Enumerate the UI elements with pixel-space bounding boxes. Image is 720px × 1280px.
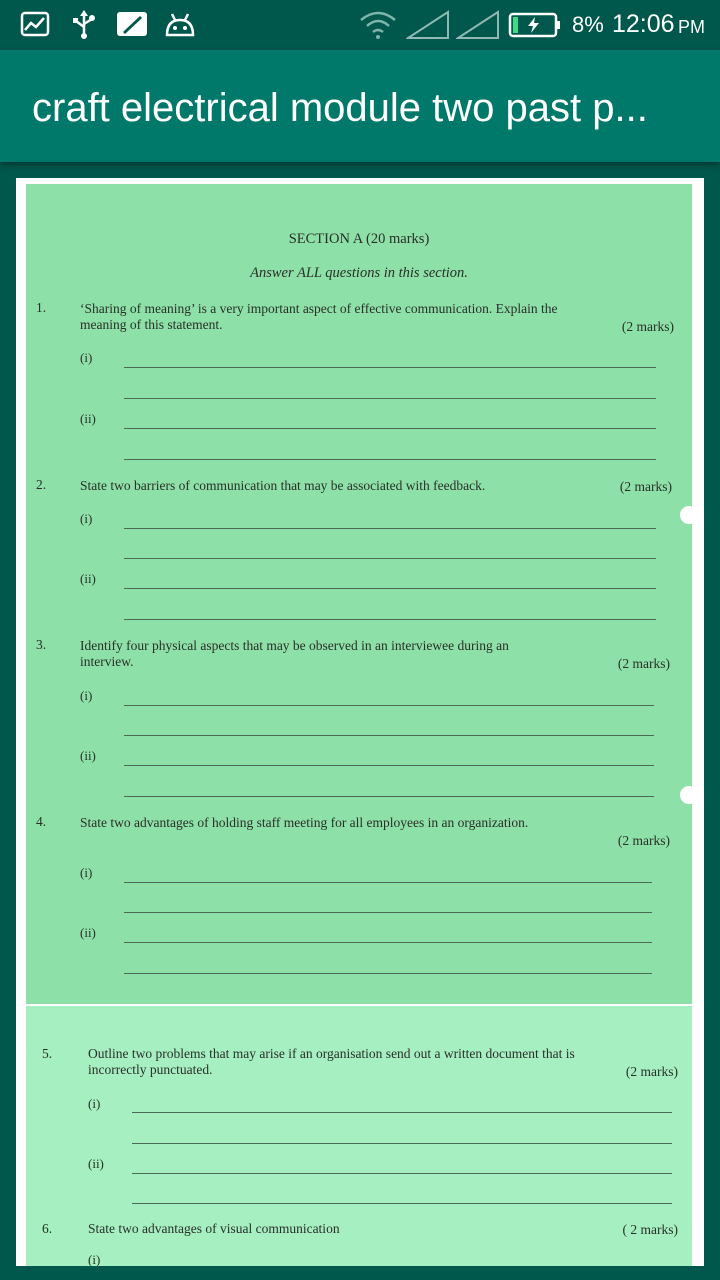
clock-time: 12:06 (612, 10, 675, 38)
question-marks: (2 marks) (617, 656, 670, 671)
signal-sim1-icon (406, 10, 450, 45)
answer-line (132, 1173, 672, 1174)
answer-line (124, 528, 656, 529)
answer-line (132, 1203, 672, 1204)
question-marks: (2 marks) (621, 319, 674, 334)
question-text-line2: interview. (80, 654, 134, 669)
answer-line (124, 765, 654, 766)
answer-label-i: (i) (88, 1096, 101, 1111)
answer-line (124, 398, 656, 399)
section-instruction: Answer ALL questions in this section. (250, 265, 468, 281)
answer-line (124, 973, 652, 974)
answer-label-i: (i) (80, 350, 93, 365)
answer-label-ii: (ii) (88, 1156, 104, 1171)
answer-label-ii: (ii) (80, 748, 96, 763)
question-text-line1: State two advantages of holding staff meeting for all employees in an organization. (80, 815, 529, 830)
question-marks: (2 marks) (617, 833, 670, 848)
question-marks: (2 marks) (619, 479, 672, 494)
battery-charging-icon (508, 10, 562, 45)
answer-line (124, 459, 656, 460)
usb-icon (70, 10, 98, 45)
answer-label-ii: (ii) (80, 411, 96, 426)
document-page-1 (26, 184, 692, 1004)
document-title: craft electrical module two past p... (32, 86, 648, 130)
section-title: SECTION A (20 marks) (288, 231, 430, 247)
answer-line (124, 796, 654, 797)
answer-label-ii: (ii) (80, 571, 96, 586)
punch-hole (680, 506, 698, 524)
question-text-line1: Outline two problems that may arise if an organisation send out a written document that is (88, 1046, 575, 1061)
question-number: 5. (42, 1046, 53, 1061)
question-text-line2: incorrectly punctuated. (88, 1062, 213, 1077)
document-page-2 (26, 1006, 692, 1266)
question-number: 6. (42, 1221, 53, 1236)
answer-label-i: (i) (88, 1252, 101, 1266)
signal-sim2-icon (456, 10, 500, 45)
question-text-line1: State two advantages of visual communication (88, 1221, 340, 1236)
answer-line (124, 912, 652, 913)
sim-notification-icon (116, 10, 148, 43)
answer-line (124, 942, 652, 943)
answer-line (124, 619, 656, 620)
answer-line (124, 558, 656, 559)
answer-line (124, 428, 656, 429)
punch-hole (680, 786, 698, 804)
question-number: 3. (36, 637, 47, 652)
document-viewer[interactable] (16, 178, 704, 1266)
answer-line (132, 1143, 672, 1144)
app-bar (0, 50, 720, 162)
answer-label-i: (i) (80, 865, 93, 880)
question-marks: ( 2 marks) (622, 1222, 678, 1237)
question-text-line1: Identify four physical aspects that may be observed in an interviewee during an (80, 638, 509, 653)
question-number: 4. (36, 814, 47, 829)
answer-label-i: (i) (80, 511, 93, 526)
answer-line (124, 735, 654, 736)
question-text-line1: State two barriers of communication that may be associated with feedback. (80, 478, 486, 493)
question-number: 2. (36, 477, 47, 492)
clock-ampm: PM (678, 17, 705, 37)
answer-line (124, 882, 652, 883)
battery-percent: 8% (572, 12, 604, 37)
question-number: 1. (36, 300, 47, 315)
wifi-icon (358, 10, 398, 45)
question-text-line2: meaning of this statement. (80, 317, 223, 332)
status-bar (0, 0, 720, 50)
question-marks: (2 marks) (625, 1064, 678, 1079)
gallery-notification-icon (20, 10, 50, 43)
answer-line (132, 1112, 672, 1113)
question-text-line1: ‘Sharing of meaning’ is a very important aspect of effective communication. Explain the (80, 301, 558, 316)
android-debug-icon (164, 10, 196, 43)
answer-line (124, 588, 656, 589)
answer-label-i: (i) (80, 688, 93, 703)
answer-line (124, 367, 656, 368)
answer-label-ii: (ii) (80, 925, 96, 940)
answer-line (124, 705, 654, 706)
